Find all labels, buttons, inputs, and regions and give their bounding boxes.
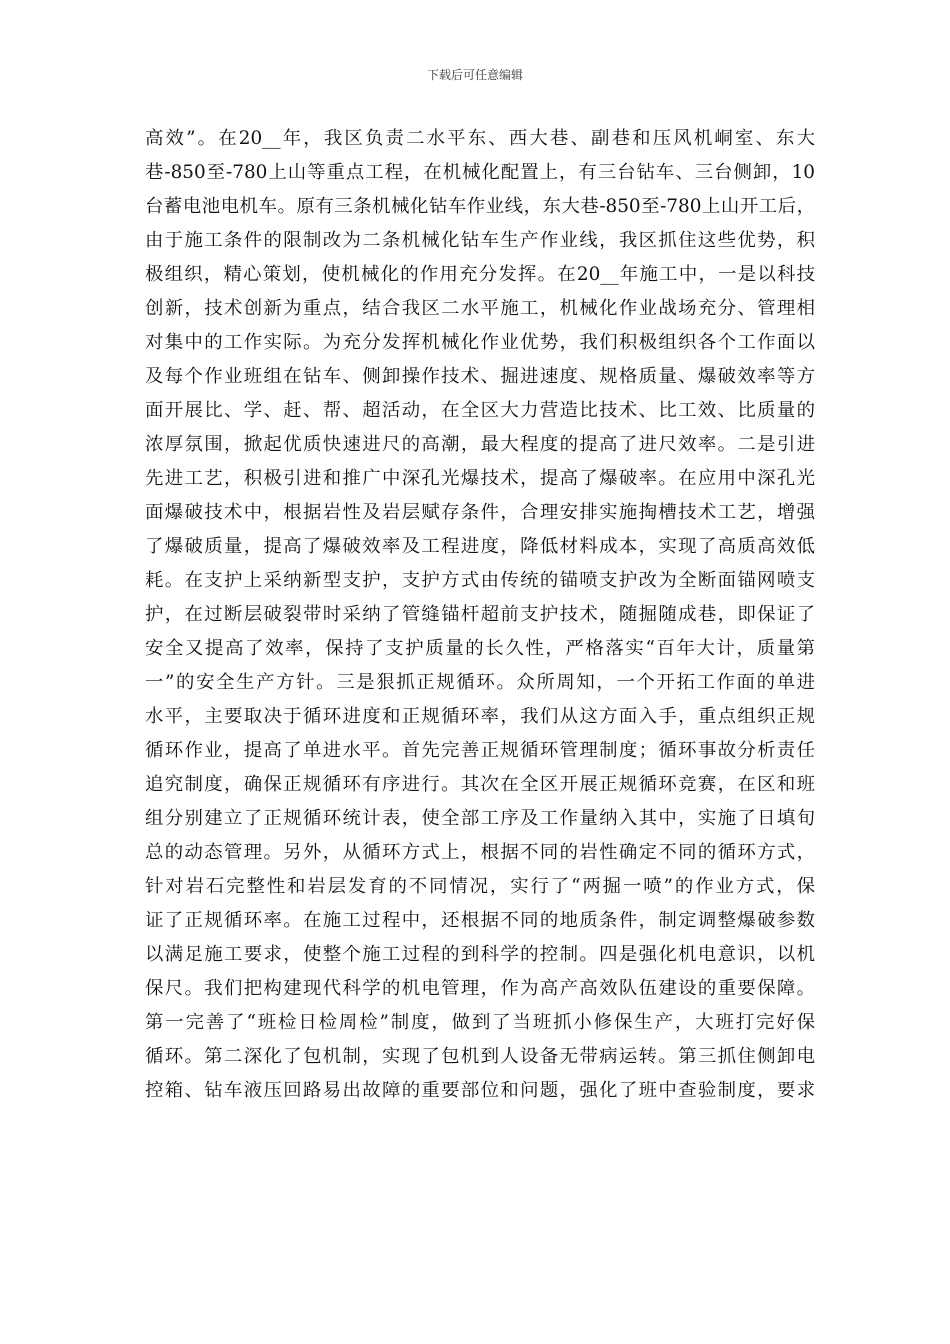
text-line: 循环。第二深化了包机制，实现了包机到人设备无带病运转。第三抓住侧卸电 [145,1046,815,1067]
text-line: 循环作业，提高了单进水平。首先完善正规循环管理制度；循环事故分析责任 [145,740,815,761]
text-line: 面爆破技术中，根据岩性及岩层赋存条件，合理安排实施掏槽技术工艺，增强 [145,502,815,523]
text-line: 针对岩石完整性和岩层发育的不同情况，实行了“两掘一喷”的作业方式，保 [145,876,815,897]
text-line: 对集中的工作实际。为充分发挥机械化作业优势，我们积极组织各个工作面以 [145,332,815,353]
text-line: 总的动态管理。另外，从循环方式上，根据不同的岩性确定不同的循环方式， [145,842,815,863]
page-header: 下载后可任意编辑 [426,68,523,82]
text-line: 第一完善了“班检日检周检”制度，做到了当班抓小修保生产，大班打完好保 [145,1012,815,1033]
text-line: 安全又提高了效率，保持了支护质量的长久性，严格落实“百年大计，质量第 [145,638,815,659]
text-line: 了爆破质量，提高了爆破效率及工程进度，降低材料成本，实现了高质高效低 [145,536,815,557]
body-paragraph [145,122,815,1108]
text-line: 先进工艺，积极引进和推广中深孔光爆技术，提高了爆破率。在应用中深孔光 [145,468,815,489]
text-line: 及每个作业班组在钻车、侧卸操作技术、掘进速度、规格质量、爆破效率等方 [145,366,815,387]
text-line: 巷-850至-780上山等重点工程，在机械化配置上，有三台钻车、三台侧卸，10 [145,162,815,183]
text-line: 创新，技术创新为重点，结合我区二水平施工，机械化作业战场充分、管理相 [145,298,815,319]
text-line: 以满足施工要求，使整个施工过程的到科学的控制。四是强化机电意识，以机 [145,944,815,965]
text-line: 极组织，精心策划，使机械化的作用充分发挥。在20__年施工中，一是以科技 [145,264,815,285]
text-line: 控箱、钻车液压回路易出故障的重要部位和问题，强化了班中查验制度，要求 [145,1080,815,1101]
text-line: 台蓄电池电机车。原有三条机械化钻车作业线，东大巷-850至-780上山开工后， [145,196,815,217]
text-line: 浓厚氛围，掀起优质快速进尺的高潮，最大程度的提高了进尺效率。二是引进 [145,434,815,455]
text-line: 面开展比、学、赶、帮、超活动，在全区大力营造比技术、比工效、比质量的 [145,400,815,421]
text-line: 保尺。我们把构建现代科学的机电管理，作为高产高效队伍建设的重要保障。 [145,978,815,999]
text-line: 耗。在支护上采纳新型支护，支护方式由传统的锚喷支护改为全断面锚网喷支 [145,570,815,591]
text-line: 护，在过断层破裂带时采纳了管缝锚杆超前支护技术，随掘随成巷，即保证了 [145,604,815,625]
text-line: 证了正规循环率。在施工过程中，还根据不同的地质条件，制定调整爆破参数 [145,910,815,931]
text-line: 高效”。在20__年，我区负责二水平东、西大巷、副巷和压风机峒室、东大 [145,128,815,149]
text-line: 组分别建立了正规循环统计表，使全部工序及工作量纳入其中，实施了日填旬 [145,808,815,829]
text-line: 追究制度，确保正规循环有序进行。其次在全区开展正规循环竞赛，在区和班 [145,774,815,795]
text-line: 由于施工条件的限制改为二条机械化钻车生产作业线，我区抓住这些优势，积 [145,230,815,251]
text-line: 水平，主要取决于循环进度和正规循环率，我们从这方面入手，重点组织正规 [145,706,815,727]
text-line: 一”的安全生产方针。三是狠抓正规循环。众所周知，一个开拓工作面的单进 [145,672,815,693]
